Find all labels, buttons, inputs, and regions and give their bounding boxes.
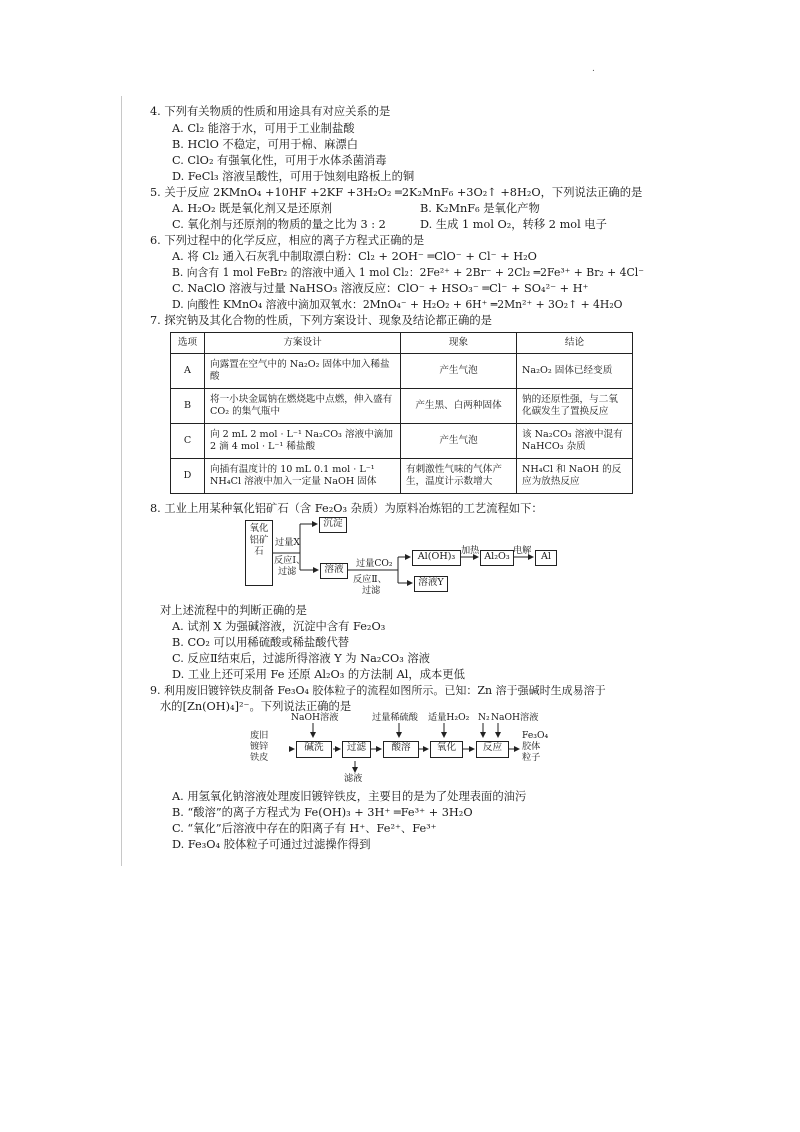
q9-option-a: A. 用氢氧化钠溶液处理废旧镀锌铁皮，主要目的是为了处理表面的油污 [172, 790, 527, 803]
row-option: B [171, 389, 205, 424]
q5-stem: 5. 关于反应 2KMnO₄ +10HF +2KF +3H₂O₂ ═2K₂MnF₆ +3O₂↑ +8H₂O，下列说法正确的是 [150, 186, 643, 199]
flow-aloh3-box: Al(OH)₃ [412, 550, 461, 566]
label-excess-x: 过量X [275, 537, 300, 548]
row-phenomenon: 有刺激性气味的气体产生，温度计示数增大 [401, 459, 517, 494]
q7-stem: 7. 探究钠及其化合物的性质，下列方案设计、现象及结论都正确的是 [150, 314, 492, 327]
flow9-h2o2: 适量H₂O₂ [428, 712, 470, 723]
flow-al-box: Al [535, 550, 557, 566]
q6-option-c: C. NaClO 溶液与过量 NaHSO₃ 溶液反应：ClO⁻ + HSO₃⁻ ═Cl⁻ + SO₄²⁻ + H⁺ [172, 282, 589, 295]
q5-option-b: B. K₂MnF₆ 是氧化产物 [420, 202, 540, 215]
row-design: 向露置在空气中的 Na₂O₂ 固体中加入稀盐酸 [205, 354, 401, 389]
label-heating: 加热 [461, 545, 480, 556]
q4-option-a: A. Cl₂ 能溶于水，可用于工业制盐酸 [172, 122, 355, 135]
header-phenomenon: 现象 [401, 333, 517, 354]
flow9-filtrate: 滤液 [344, 773, 363, 784]
label-electrolysis: 电解 [513, 545, 532, 556]
q9-stem-line2: 水的[Zn(OH)₄]²⁻。下列说法正确的是 [160, 700, 352, 713]
q4-stem: 4. 下列有关物质的性质和用途具有对应关系的是 [150, 105, 391, 118]
flow9-step-alkali-wash: 碱洗 [296, 741, 332, 758]
q9-stem-line1: 9. 利用废旧镀锌铁皮制备 Fe₃O₄ 胶体粒子的流程如图所示。已知：Zn 溶于强碱时生成易溶于 [150, 684, 606, 697]
flow9-input-line3: 铁皮 [250, 752, 269, 763]
flow-solution-box: 溶液 [320, 563, 348, 579]
flow9-n2: N₂ [478, 712, 490, 723]
flow9-output-line2: 胶体 [522, 741, 541, 752]
q8-option-d: D. 工业上还可采用 Fe 还原 Al₂O₃ 的方法制 Al，成本更低 [172, 668, 465, 681]
flow-solution-y-box: 溶液Y [414, 576, 448, 592]
header-option: 选项 [171, 333, 205, 354]
flow9-step-acid-dissolve: 酸溶 [383, 741, 419, 758]
q9-option-d: D. Fe₃O₄ 胶体粒子可通过过滤操作得到 [172, 838, 371, 851]
q9-option-b: B. “酸溶”的离子方程式为 Fe(OH)₃ + 3H⁺ ═Fe³⁺ + 3H₂O [172, 806, 473, 819]
label-filter1: 过滤 [278, 566, 297, 577]
header-conclusion: 结论 [517, 333, 633, 354]
flow-precipitate-box: 沉淀 [319, 517, 347, 533]
q4-option-c: C. ClO₂ 有强氧化性，可用于水体杀菌消毒 [172, 154, 387, 167]
q4-option-d: D. FeCl₃ 溶液呈酸性，可用于蚀刻电路板上的铜 [172, 170, 415, 183]
q6-option-d: D. 向酸性 KMnO₄ 溶液中滴加双氧水：2MnO₄⁻ + H₂O₂ + 6H⁺ ═2Mn²⁺ + 3O₂↑ + 4H₂O [172, 298, 623, 311]
row-conclusion: Na₂O₂ 固体已经变质 [517, 354, 633, 389]
label-reaction2: 反应Ⅱ、 [353, 574, 387, 585]
flow9-step-react: 反应 [476, 741, 509, 758]
flow9-output-line3: 粒子 [522, 752, 541, 763]
flow9-naoh2: NaOH溶液 [491, 712, 539, 723]
q4-option-b: B. HClO 不稳定，可用于棉、麻漂白 [172, 138, 359, 151]
q6-option-b: B. 向含有 1 mol FeBr₂ 的溶液中通入 1 mol Cl₂：2Fe²⁺ + 2Br⁻ + 2Cl₂ ═2Fe³⁺ + Br₂ + 4Cl⁻ [172, 266, 644, 279]
flow9-input-line2: 镀锌 [250, 741, 269, 752]
q6-stem: 6. 下列过程中的化学反应，相应的离子方程式正确的是 [150, 234, 425, 247]
row-option: A [171, 354, 205, 389]
row-phenomenon: 产生气泡 [401, 354, 517, 389]
flow9-output-line1: Fe₃O₄ [522, 730, 549, 741]
q5-option-c: C. 氧化剂与还原剂的物质的量之比为 3 : 2 [172, 218, 386, 231]
q9-option-c: C. “氧化”后溶液中存在的阳离子有 H⁺、Fe²⁺、Fe³⁺ [172, 822, 437, 835]
corner-mark: . [592, 64, 595, 74]
row-design: 将一小块金属钠在燃烧匙中点燃，伸入盛有 CO₂ 的集气瓶中 [205, 389, 401, 424]
row-design: 向插有温度计的 10 mL 0.1 mol · L⁻¹ NH₄Cl 溶液中加入一定量 NaOH 固体 [205, 459, 401, 494]
flow-al2o3-box: Al₂O₃ [480, 550, 514, 566]
flow-ore-box: 氧化铝矿石 [245, 520, 273, 586]
q5-option-d: D. 生成 1 mol O₂，转移 2 mol 电子 [420, 218, 607, 231]
header-design: 方案设计 [205, 333, 401, 354]
label-filter2: 过滤 [362, 585, 381, 596]
q6-option-a: A. 将 Cl₂ 通入石灰乳中制取漂白粉：Cl₂ + 2OH⁻ ═ClO⁻ + Cl⁻ + H₂O [172, 250, 537, 263]
flow9-h2so4: 过量稀硫酸 [372, 712, 418, 723]
flow9-input-line1: 废旧 [250, 730, 269, 741]
q8-option-b: B. CO₂ 可以用稀硫酸或稀盐酸代替 [172, 636, 350, 649]
q8-option-a: A. 试剂 X 为强碱溶液，沉淀中含有 Fe₂O₃ [172, 620, 386, 633]
row-conclusion: NH₄Cl 和 NaOH 的反应为放热反应 [517, 459, 633, 494]
flow9-step-filter: 过滤 [342, 741, 371, 758]
row-option: C [171, 424, 205, 459]
label-reaction1: 反应Ⅰ、 [274, 555, 306, 566]
q8-prompt: 对上述流程中的判断正确的是 [160, 604, 307, 617]
row-option: D [171, 459, 205, 494]
flow9-naoh: NaOH溶液 [291, 712, 339, 723]
flow9-step-oxidize: 氧化 [430, 741, 463, 758]
row-conclusion: 该 Na₂CO₃ 溶液中混有 NaHCO₃ 杂质 [517, 424, 633, 459]
q8-option-c: C. 反应Ⅱ结束后，过滤所得溶液 Y 为 Na₂CO₃ 溶液 [172, 652, 430, 665]
label-excess-co2: 过量CO₂ [356, 558, 393, 569]
row-phenomenon: 产生气泡 [401, 424, 517, 459]
q5-option-a: A. H₂O₂ 既是氧化剂又是还原剂 [172, 202, 333, 215]
q8-stem: 8. 工业上用某种氧化铝矿石（含 Fe₂O₃ 杂质）为原料冶炼铝的工艺流程如下： [150, 502, 543, 515]
row-conclusion: 钠的还原性强，与二氧化碳发生了置换反应 [517, 389, 633, 424]
row-design: 向 2 mL 2 mol · L⁻¹ Na₂CO₃ 溶液中滴加 2 滴 4 mol · L⁻¹ 稀盐酸 [205, 424, 401, 459]
row-phenomenon: 产生黑、白两种固体 [401, 389, 517, 424]
